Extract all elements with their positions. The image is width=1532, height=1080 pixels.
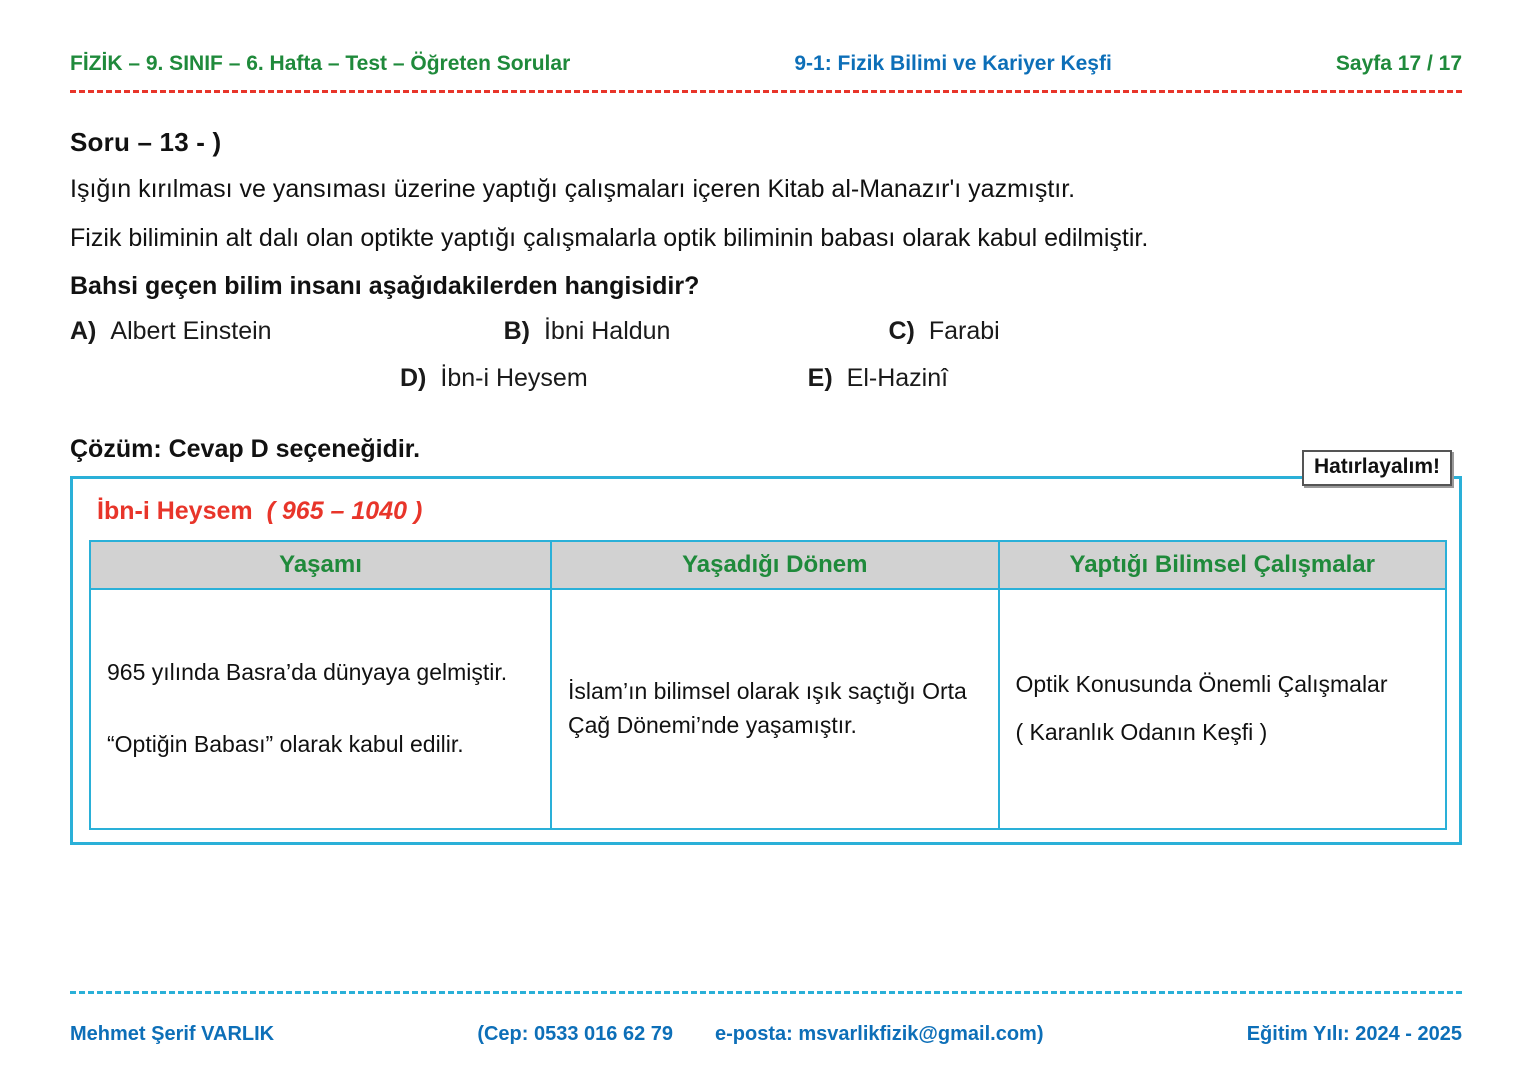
option-b-letter: B) [503, 316, 530, 345]
info-table [89, 540, 1447, 830]
works-text-1: Optik Konusunda Önemli Çalışmalar [1015, 671, 1388, 698]
header-divider [70, 90, 1462, 93]
option-d-letter: D) [400, 363, 427, 392]
option-a-label: Albert Einstein [110, 316, 272, 345]
footer-author: Mehmet Şerif VARLIK [70, 1023, 275, 1045]
page-footer [70, 1023, 1462, 1046]
table-header-works: Yaptığı Bilimsel Çalışmalar [999, 541, 1447, 589]
question-number: Soru – 13 - ) [70, 127, 222, 157]
question-paragraph-1: Işığın kırılması ve yansıması üzerine yaptığı çalışmaları içeren Kitab al-Manazır'ı yazmıştır. [70, 175, 1076, 203]
option-b-label: İbni Haldun [543, 316, 671, 345]
option-e-letter: E) [807, 363, 833, 392]
info-box-title [97, 497, 1447, 526]
works-text-2: ( Karanlık Odanın Keşfi ) [1015, 718, 1268, 745]
table-row [90, 589, 1446, 829]
option-d[interactable] [400, 364, 588, 393]
options-row-second [70, 364, 1462, 393]
page-header [70, 0, 1462, 76]
header-course-title: FİZİK – 9. SINIF – 6. Hafta – Test – Öğreten Sorular [70, 52, 571, 75]
option-e[interactable] [808, 364, 948, 393]
solution-label: Çözüm: Cevap D seçeneğidir. [70, 434, 421, 463]
info-box-person-name: İbn-i Heysem [97, 496, 253, 525]
option-c[interactable] [888, 317, 999, 346]
remember-badge: Hatırlayalım! [1302, 450, 1452, 486]
info-box-years: ( 965 – 1040 ) [266, 496, 423, 525]
table-cell-period [551, 589, 998, 829]
footer-divider [70, 991, 1462, 994]
life-text-2: “Optiğin Babası” olarak kabul edilir. [107, 730, 464, 757]
option-d-label: İbn-i Heysem [440, 363, 588, 392]
question-paragraph-2: Fizik biliminin alt dalı olan optikte yaptığı çalışmalarla optik biliminin babası olarak kabul edilmiştir. [70, 223, 1149, 252]
table-header-life: Yaşamı [90, 541, 551, 589]
option-a[interactable] [70, 317, 272, 346]
option-b[interactable] [504, 317, 671, 346]
footer-email[interactable]: e-posta: msvarlikfizik@gmail.com) [715, 1023, 1044, 1045]
option-c-label: Farabi [928, 316, 1000, 345]
footer-phone: (Cep: 0533 016 62 79 [477, 1023, 673, 1045]
question-block [70, 127, 1462, 393]
question-prompt: Bahsi geçen bilim insanı aşağıdakilerden hangisidir? [70, 271, 700, 300]
header-unit-title: 9-1: Fizik Bilimi ve Kariyer Keşfi [794, 52, 1112, 75]
period-text: İslam’ın bilimsel olarak ışık saçtığı Orta Çağ Dönemi’nde yaşamıştır. [568, 678, 967, 738]
options-row-first [70, 317, 1462, 346]
table-header-period: Yaşadığı Dönem [551, 541, 998, 589]
info-box [70, 476, 1462, 845]
option-c-letter: C) [888, 316, 915, 345]
table-cell-works [999, 589, 1447, 829]
table-header-row [90, 541, 1446, 589]
table-cell-life [90, 589, 551, 829]
option-e-label: El-Hazinî [846, 363, 949, 392]
solution-box-area [70, 454, 1462, 845]
footer-contact [477, 1023, 1043, 1046]
footer-academic-year: Eğitim Yılı: 2024 - 2025 [1246, 1023, 1462, 1045]
option-a-letter: A) [70, 316, 97, 345]
life-text-1: 965 yılında Basra’da dünyaya gelmiştir. [107, 659, 508, 686]
header-page-number: Sayfa 17 / 17 [1335, 52, 1462, 75]
